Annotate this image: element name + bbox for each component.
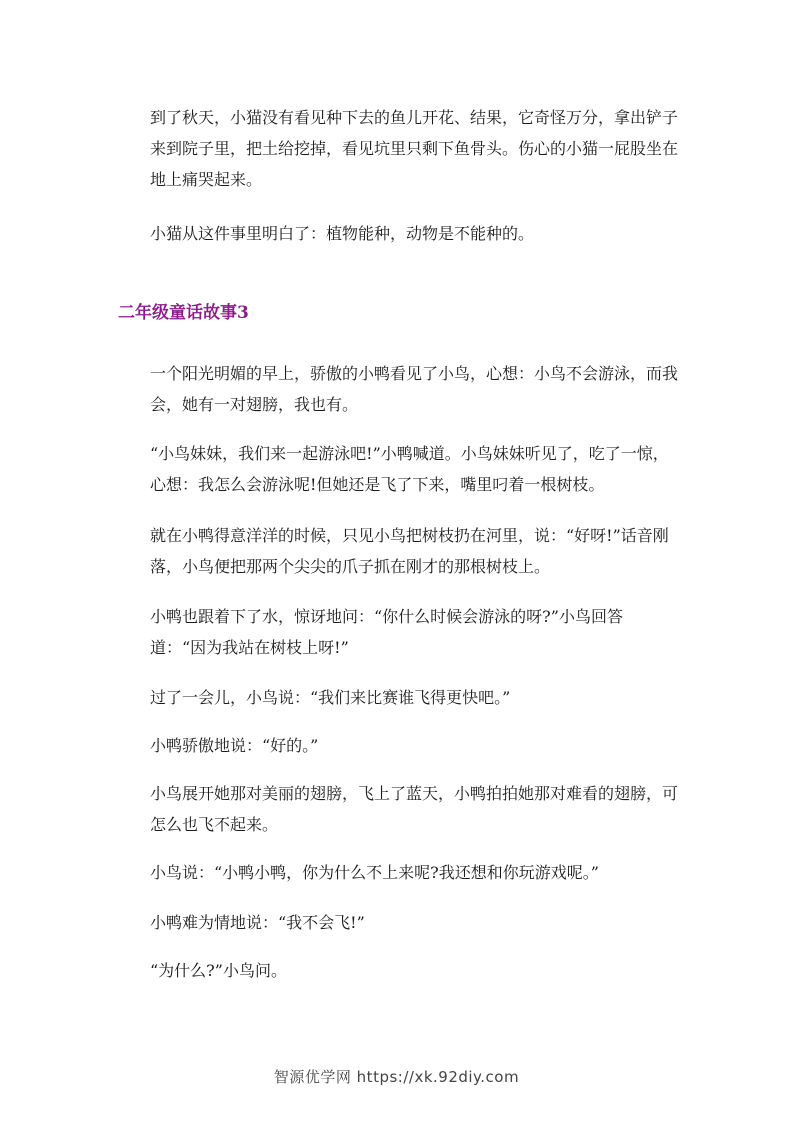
story-paragraph-4: 小鸭也跟着下了水，惊讶地问：“你什么时候会游泳的呀?”小鸟回答道：“因为我站在树枝上呀!” bbox=[150, 607, 623, 657]
story-paragraph-5: 过了一会儿，小鸟说：“我们来比赛谁飞得更快吧。” bbox=[150, 688, 511, 707]
paragraph-lesson: 小猫从这件事里明白了：植物能种，动物是不能种的。 bbox=[150, 224, 535, 243]
footer-watermark: 智源优学网 https://xk.92diy.com bbox=[273, 1068, 520, 1086]
story-paragraph-8: 小鸟说：“小鸭小鸭，你为什么不上来呢?我还想和你玩游戏呢。” bbox=[150, 863, 599, 882]
section-heading: 二年级童话故事3 bbox=[118, 303, 249, 323]
paragraph-autumn: 到了秋天，小猫没有看见种下去的鱼儿开花、结果，它奇怪万分，拿出铲子来到院子里，把土给挖掉，看见坑里只剩下鱼骨头。伤心的小猫一屁股坐在地上痛哭起来。 bbox=[150, 108, 679, 189]
story-paragraph-2: “小鸟妹妹，我们来一起游泳吧!”小鸭喊道。小鸟妹妹听见了，吃了一惊，心想：我怎么会游泳呢!但她还是飞了下来，嘴里叼着一根树枝。 bbox=[150, 444, 669, 494]
story-paragraph-10: “为什么?”小鸟问。 bbox=[150, 961, 287, 980]
story-paragraph-7: 小鸟展开她那对美丽的翅膀，飞上了蓝天，小鸭拍拍她那对难看的翅膀，可怎么也飞不起来。 bbox=[150, 784, 679, 834]
story-paragraph-3: 就在小鸭得意洋洋的时候，只见小鸟把树枝扔在河里，说：“好呀!”话音刚落，小鸟便把那两个尖尖的爪子抓在刚才的那根树枝上。 bbox=[150, 526, 669, 576]
story-paragraph-6: 小鸭骄傲地说：“好的。” bbox=[150, 736, 319, 755]
story-paragraph-9: 小鸭难为情地说：“我不会飞!” bbox=[150, 913, 365, 932]
story-paragraph-1: 一个阳光明媚的早上，骄傲的小鸭看见了小鸟，心想：小鸟不会游泳，而我会，她有一对翅膀，我也有。 bbox=[150, 364, 679, 414]
